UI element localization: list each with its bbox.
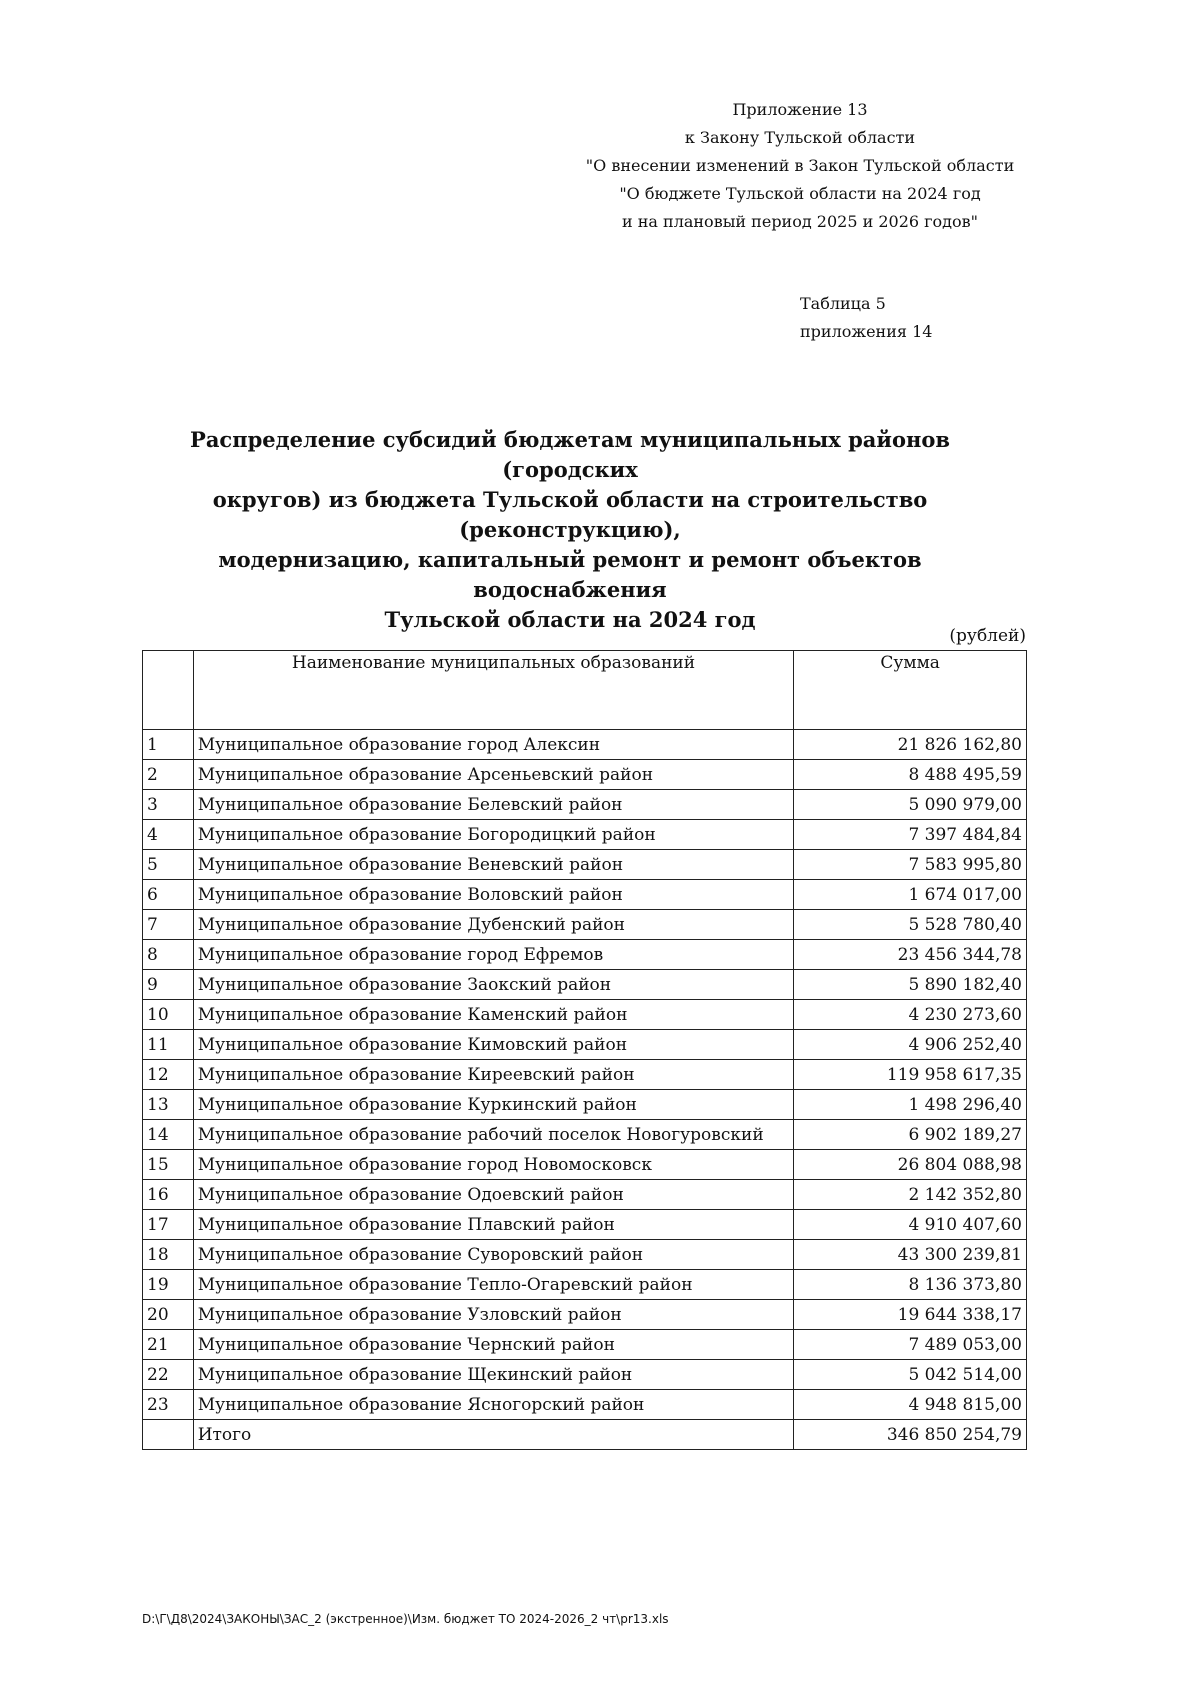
table-row [143,1030,1027,1060]
table-row [143,1180,1027,1210]
municipality-name: Муниципальное образование Тепло-Огаревский район [193,1270,794,1300]
table-row [143,760,1027,790]
table-row [143,880,1027,910]
municipality-name: Муниципальное образование Ясногорский район [193,1390,794,1420]
table-row [143,1090,1027,1120]
table-header-row [143,651,1027,730]
table-row [143,1120,1027,1150]
subsidy-amount: 7 397 484,84 [794,820,1027,850]
row-number: 4 [143,820,194,850]
municipality-name: Муниципальное образование Щекинский район [193,1360,794,1390]
subsidy-amount: 4 230 273,60 [794,1000,1027,1030]
document-title-line: Тульской области на 2024 год [384,607,756,632]
appendix-header-line: "О внесении изменений в Закон Тульской области [585,156,1015,175]
row-number [143,1420,194,1450]
header-sum: Сумма [794,651,1027,730]
row-number: 11 [143,1030,194,1060]
row-number: 23 [143,1390,194,1420]
subsidy-amount: 4 948 815,00 [794,1390,1027,1420]
table-row [143,1000,1027,1030]
table-row [143,730,1027,760]
municipality-name: Муниципальное образование Суворовский район [193,1240,794,1270]
units-label: (рублей) [949,626,1026,646]
municipality-name: Муниципальное образование город Алексин [193,730,794,760]
header-name: Наименование муниципальных образований [193,651,794,730]
municipality-name: Муниципальное образование Кимовский район [193,1030,794,1060]
row-number: 15 [143,1150,194,1180]
table-row [143,1150,1027,1180]
total-row [143,1420,1027,1450]
table-body [143,730,1027,1450]
row-number: 16 [143,1180,194,1210]
row-number: 12 [143,1060,194,1090]
table-row [143,790,1027,820]
appendix-header-line: "О бюджете Тульской области на 2024 год [619,184,981,203]
subsidy-amount: 26 804 088,98 [794,1150,1027,1180]
row-number: 17 [143,1210,194,1240]
subsidy-amount: 7 489 053,00 [794,1330,1027,1360]
row-number: 8 [143,940,194,970]
document-title-line: модернизацию, капитальный ремонт и ремонт объектов водоснабжения [218,547,922,602]
municipality-name: Муниципальное образование Веневский район [193,850,794,880]
row-number: 7 [143,910,194,940]
row-number: 5 [143,850,194,880]
municipality-name: Муниципальное образование Дубенский район [193,910,794,940]
municipality-name: Муниципальное образование Заокский район [193,970,794,1000]
table-row [143,970,1027,1000]
municipality-name: Муниципальное образование рабочий поселок Новогуровский [193,1120,794,1150]
table-reference-line: приложения 14 [800,322,933,341]
file-path: D:\Г\Д8\2024\ЗАКОНЫ\ЗАС_2 (экстренное)\Изм. бюджет ТО 2024-2026_2 чт\pr13.xls [142,1612,669,1626]
subsidy-amount: 1 674 017,00 [794,880,1027,910]
table-row [143,1330,1027,1360]
document-title-line: Распределение субсидий бюджетам муниципальных районов (городских [190,427,950,482]
table-reference [800,290,932,346]
row-number: 20 [143,1300,194,1330]
subsidy-amount: 43 300 239,81 [794,1240,1027,1270]
subsidy-amount: 5 528 780,40 [794,910,1027,940]
municipality-name: Муниципальное образование Каменский район [193,1000,794,1030]
subsidy-amount: 8 136 373,80 [794,1270,1027,1300]
table-row [143,1240,1027,1270]
municipality-name: Муниципальное образование Плавский район [193,1210,794,1240]
row-number: 9 [143,970,194,1000]
municipality-name: Муниципальное образование Узловский район [193,1300,794,1330]
municipality-name: Муниципальное образование Воловский район [193,880,794,910]
row-number: 10 [143,1000,194,1030]
document-title [150,425,990,635]
row-number: 2 [143,760,194,790]
row-number: 22 [143,1360,194,1390]
municipality-name: Муниципальное образование Чернский район [193,1330,794,1360]
appendix-header [560,96,1040,236]
municipality-name: Муниципальное образование Богородицкий район [193,820,794,850]
municipality-name: Итого [193,1420,794,1450]
subsidy-amount: 7 583 995,80 [794,850,1027,880]
table-row [143,910,1027,940]
subsidy-amount: 1 498 296,40 [794,1090,1027,1120]
subsidy-amount: 4 910 407,60 [794,1210,1027,1240]
table-row [143,1210,1027,1240]
municipality-name: Муниципальное образование Одоевский район [193,1180,794,1210]
row-number: 3 [143,790,194,820]
municipality-name: Муниципальное образование Киреевский район [193,1060,794,1090]
subsidy-table [142,650,1027,1450]
subsidy-amount: 119 958 617,35 [794,1060,1027,1090]
municipality-name: Муниципальное образование Арсеньевский район [193,760,794,790]
table-row [143,1270,1027,1300]
municipality-name: Муниципальное образование город Ефремов [193,940,794,970]
table-row [143,1060,1027,1090]
table-reference-line: Таблица 5 [800,294,886,313]
subsidy-amount: 6 902 189,27 [794,1120,1027,1150]
municipality-name: Муниципальное образование Куркинский район [193,1090,794,1120]
appendix-header-line: и на плановый период 2025 и 2026 годов" [621,212,979,231]
subsidy-amount: 19 644 338,17 [794,1300,1027,1330]
subsidy-amount: 5 890 182,40 [794,970,1027,1000]
appendix-header-line: к Закону Тульской области [684,128,916,147]
row-number: 18 [143,1240,194,1270]
row-number: 1 [143,730,194,760]
subsidy-amount: 8 488 495,59 [794,760,1027,790]
table-row [143,850,1027,880]
municipality-name: Муниципальное образование Белевский район [193,790,794,820]
subsidy-amount: 5 042 514,00 [794,1360,1027,1390]
table-row [143,1300,1027,1330]
row-number: 14 [143,1120,194,1150]
table-row [143,940,1027,970]
subsidy-amount: 346 850 254,79 [794,1420,1027,1450]
table-row [143,1390,1027,1420]
subsidy-amount: 23 456 344,78 [794,940,1027,970]
subsidy-amount: 21 826 162,80 [794,730,1027,760]
table-row [143,1360,1027,1390]
subsidy-amount: 5 090 979,00 [794,790,1027,820]
appendix-header-line: Приложение 13 [732,100,868,119]
subsidy-amount: 4 906 252,40 [794,1030,1027,1060]
document-title-line: округов) из бюджета Тульской области на строительство (реконструкцию), [212,487,928,542]
row-number: 13 [143,1090,194,1120]
row-number: 19 [143,1270,194,1300]
header-num [143,651,194,730]
row-number: 6 [143,880,194,910]
table-row [143,820,1027,850]
municipality-name: Муниципальное образование город Новомосковск [193,1150,794,1180]
subsidy-amount: 2 142 352,80 [794,1180,1027,1210]
row-number: 21 [143,1330,194,1360]
